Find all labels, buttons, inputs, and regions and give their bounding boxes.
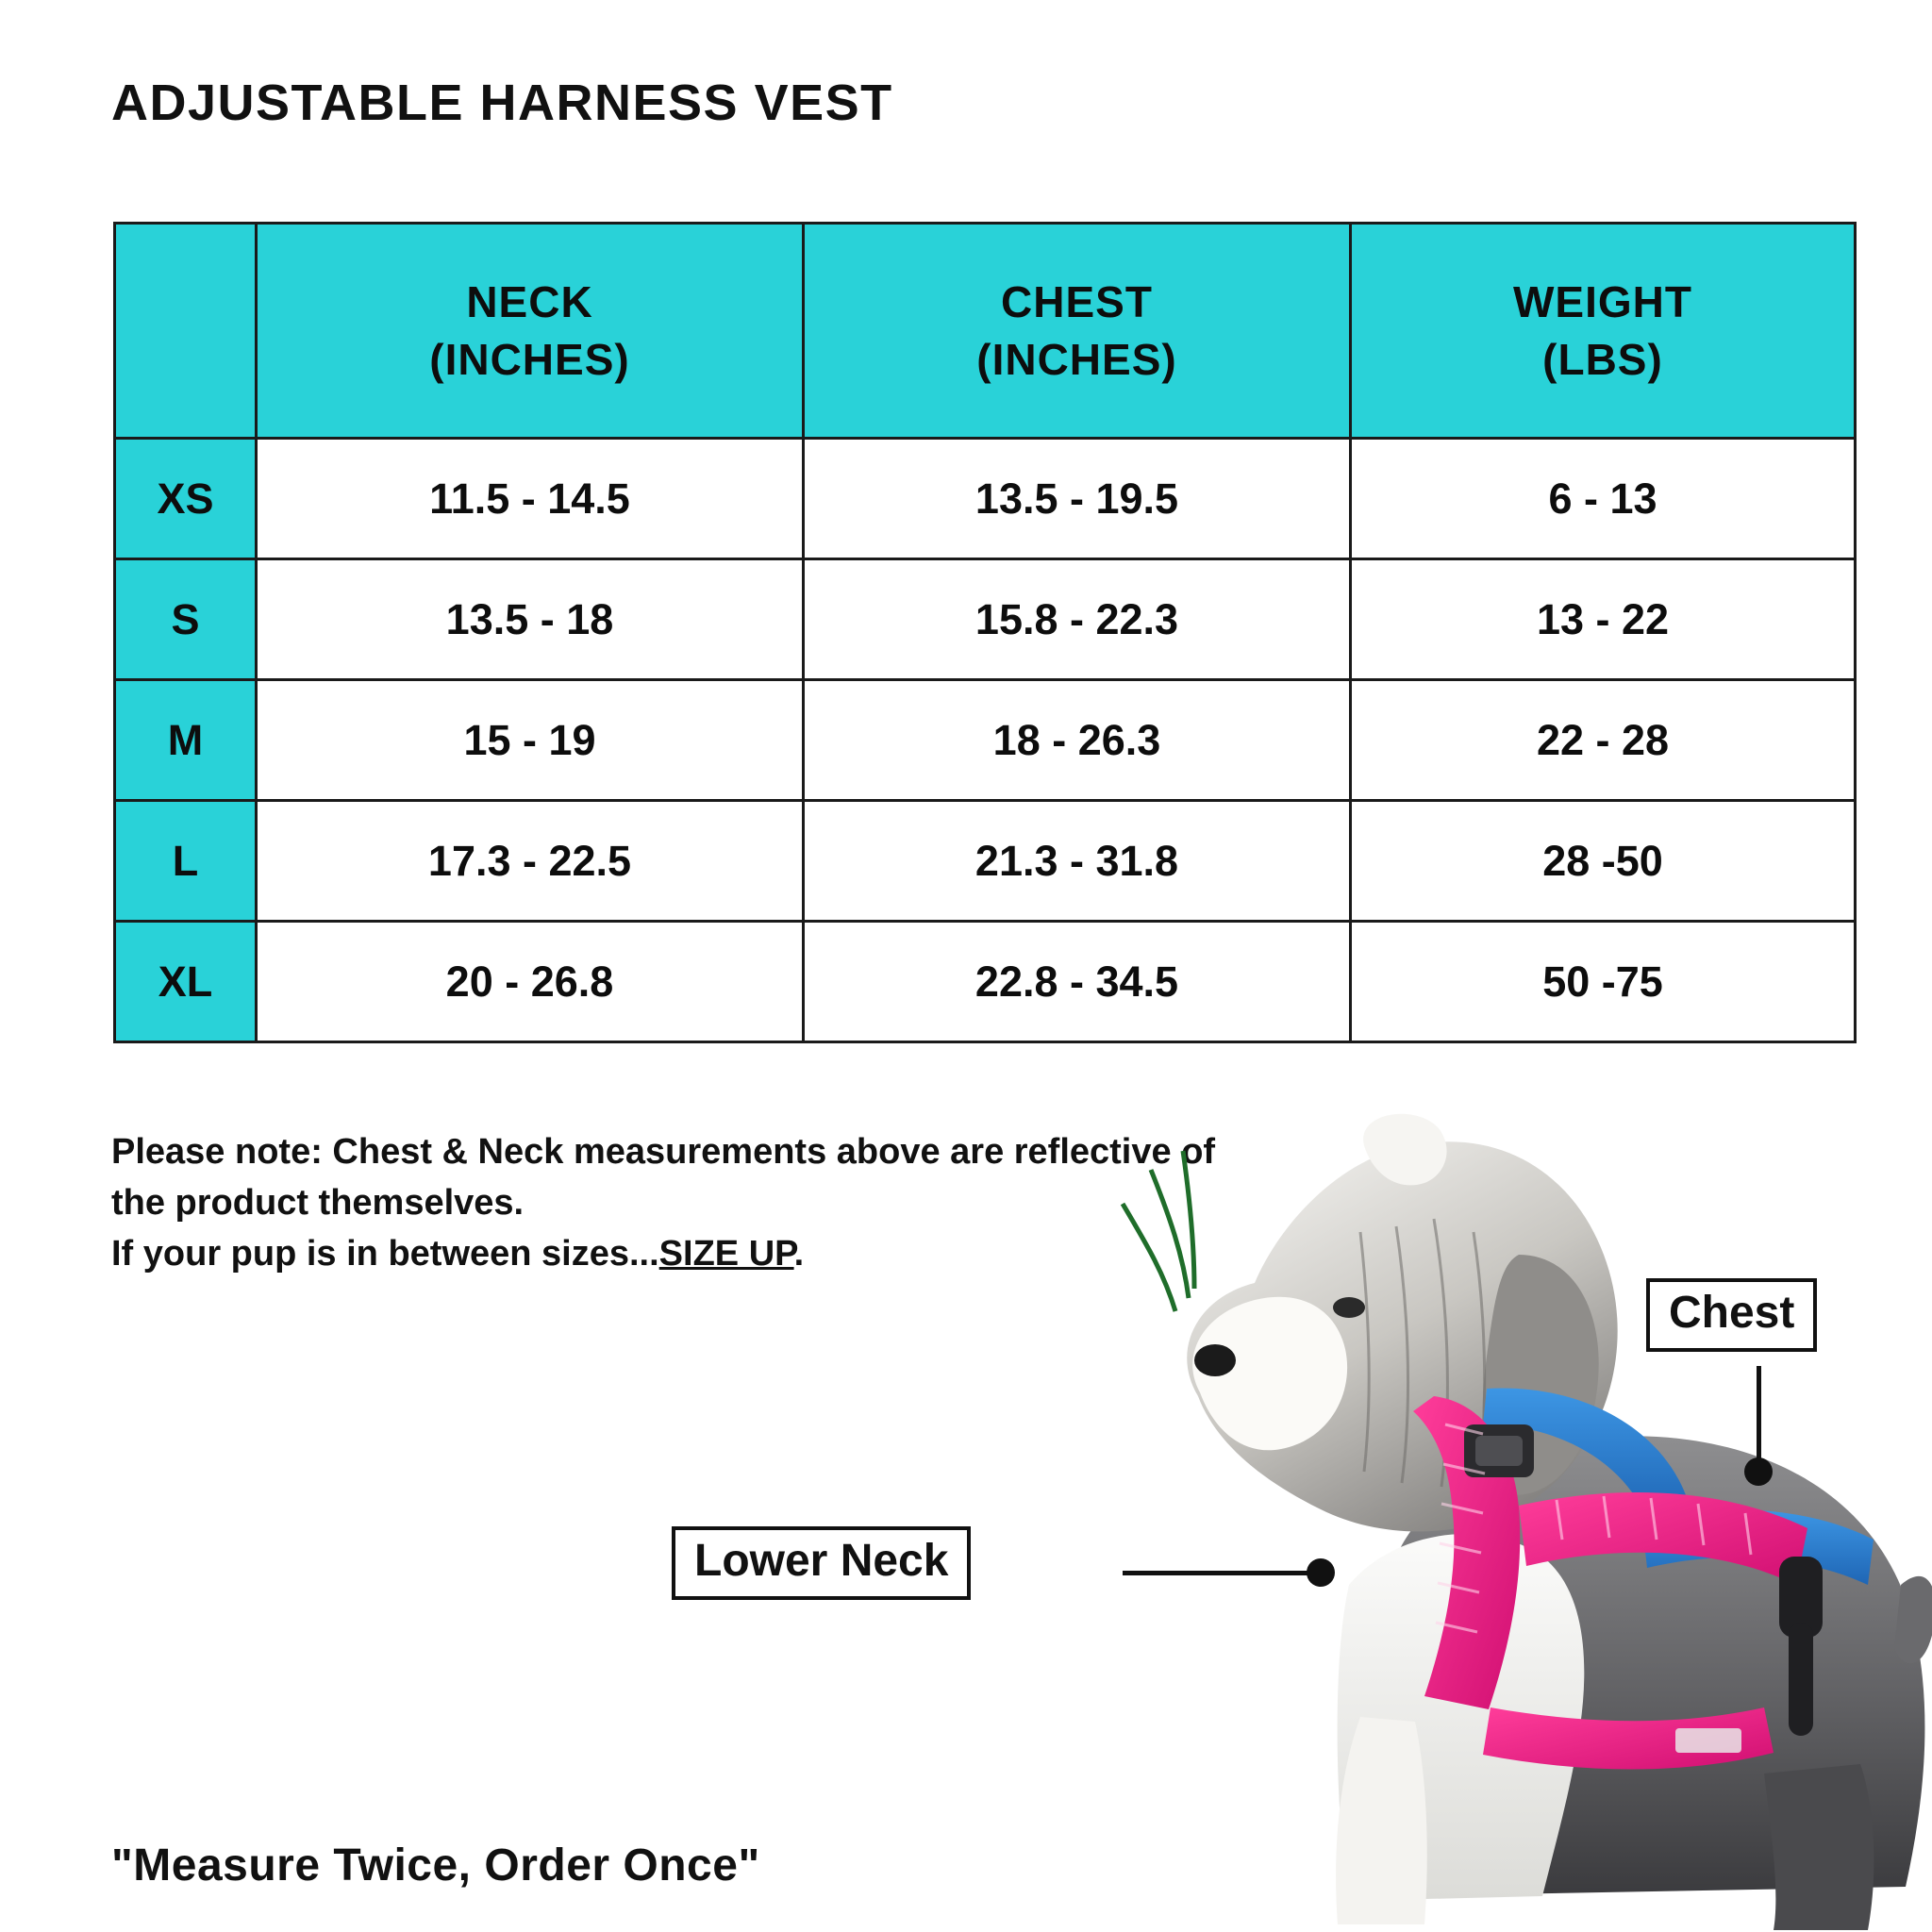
- row-weight-value: 6 - 13: [1351, 439, 1856, 559]
- row-neck-value: 20 - 26.8: [257, 922, 804, 1042]
- table-body: [115, 439, 1856, 1042]
- row-neck-value: 15 - 19: [257, 680, 804, 801]
- table-header-row: [115, 224, 1856, 439]
- row-neck-value: 13.5 - 18: [257, 559, 804, 680]
- header-weight-line1: WEIGHT: [1513, 276, 1692, 326]
- dog-photo: [1113, 1113, 1932, 1932]
- row-chest-value: 18 - 26.3: [804, 680, 1351, 801]
- row-size-label: S: [115, 559, 257, 680]
- table-row: [115, 559, 1856, 680]
- table-row: [115, 801, 1856, 922]
- header-neck-line2: (INCHES): [429, 334, 630, 384]
- header-corner: [115, 224, 257, 439]
- grass-blades: [1123, 1151, 1194, 1311]
- row-neck-value: 17.3 - 22.5: [257, 801, 804, 922]
- callout-chest: Chest: [1646, 1278, 1817, 1352]
- note-line-2-suffix: .: [793, 1233, 805, 1274]
- chest-leader-dot: [1744, 1457, 1773, 1486]
- note-line-2: [111, 1229, 1224, 1280]
- lower-neck-leader-line: [1123, 1571, 1311, 1575]
- table-row: [115, 439, 1856, 559]
- row-weight-value: 28 -50: [1351, 801, 1856, 922]
- header-chest: [804, 224, 1351, 439]
- header-neck: [257, 224, 804, 439]
- note-line-1: Please note: Chest & Neck measurements above are reflective of the product themselves.: [111, 1132, 1216, 1223]
- header-weight-line2: (LBS): [1542, 334, 1663, 384]
- header-neck-line1: NECK: [466, 276, 593, 326]
- table-row: [115, 922, 1856, 1042]
- table-header: [115, 224, 1856, 439]
- note-line-2-prefix: If your pup is in between sizes...: [111, 1233, 659, 1274]
- row-chest-value: 21.3 - 31.8: [804, 801, 1351, 922]
- row-size-label: XL: [115, 922, 257, 1042]
- row-weight-value: 22 - 28: [1351, 680, 1856, 801]
- note-size-up-emphasis: SIZE UP: [658, 1233, 794, 1274]
- page-title: ADJUSTABLE HARNESS VEST: [111, 75, 893, 131]
- row-chest-value: 22.8 - 34.5: [804, 922, 1351, 1042]
- row-chest-value: 15.8 - 22.3: [804, 559, 1351, 680]
- row-neck-value: 11.5 - 14.5: [257, 439, 804, 559]
- header-weight: [1351, 224, 1856, 439]
- lower-neck-leader-dot: [1307, 1558, 1335, 1587]
- row-weight-value: 50 -75: [1351, 922, 1856, 1042]
- row-size-label: XS: [115, 439, 257, 559]
- chest-leader-line: [1757, 1366, 1761, 1460]
- table-row: [115, 680, 1856, 801]
- dog-head: [1187, 1114, 1617, 1532]
- row-size-label: M: [115, 680, 257, 801]
- row-weight-value: 13 - 22: [1351, 559, 1856, 680]
- measurement-note: [111, 1127, 1224, 1280]
- header-chest-line1: CHEST: [1001, 276, 1153, 326]
- size-chart-table: [113, 222, 1857, 1043]
- callout-lower-neck: Lower Neck: [672, 1526, 971, 1600]
- tagline: "Measure Twice, Order Once": [111, 1840, 760, 1890]
- row-size-label: L: [115, 801, 257, 922]
- header-chest-line2: (INCHES): [976, 334, 1177, 384]
- row-chest-value: 13.5 - 19.5: [804, 439, 1351, 559]
